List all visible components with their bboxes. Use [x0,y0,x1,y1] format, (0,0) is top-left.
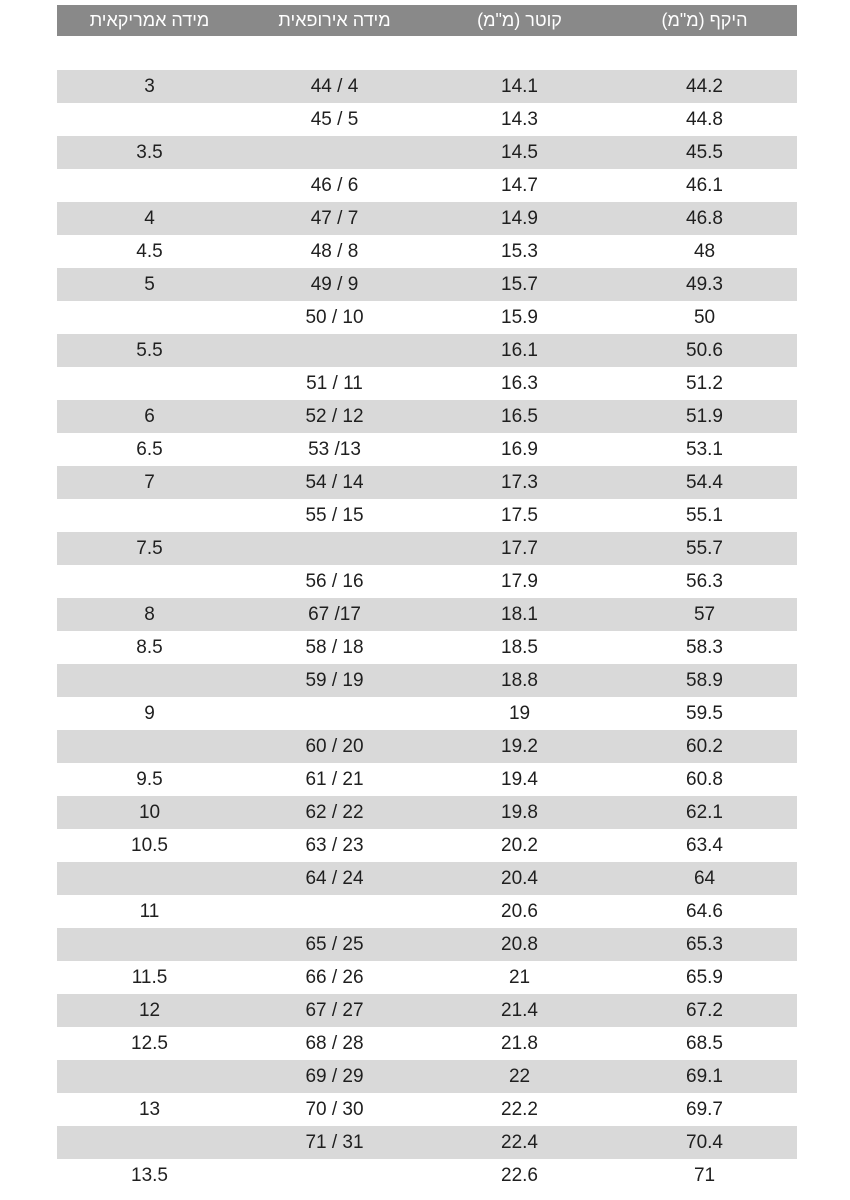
table-cell: 21.4 [501,999,538,1021]
table-cell: 45.5 [686,141,723,163]
table-cell: 22 / 62 [305,801,364,823]
table-cell: 7 / 47 [310,207,359,229]
table-cell [242,136,427,169]
table-row [57,301,797,334]
table-row [57,532,797,565]
table-row [57,268,797,301]
table-cell: 18 / 58 [305,636,364,658]
table-row [57,829,797,862]
table-cell: 6.5 [136,438,163,460]
table-cell: 13/ 53 [308,438,361,460]
table-cell: 57 [693,603,716,625]
table-row [57,499,797,532]
table-cell: 27 / 67 [305,999,364,1021]
table-row [57,598,797,631]
column-header-circumference-mm: היקף (מ"מ) [661,10,748,30]
table-cell: 16.9 [501,438,538,460]
table-cell: 11.5 [131,966,168,988]
table-cell: 16 / 56 [305,570,364,592]
table-cell: 44.2 [686,75,723,97]
table-cell: 46.8 [686,207,723,229]
table-row [57,928,797,961]
table-cell: 15.3 [501,240,538,262]
table-cell: 50.6 [686,339,723,361]
table-cell: 64 [693,867,716,889]
table-cell: 5 [144,273,155,295]
table-cell: 65.9 [686,966,723,988]
table-cell: 8 / 48 [310,240,359,262]
table-row [57,235,797,268]
table-cell: 44.8 [686,108,723,130]
table-cell: 48 [693,240,716,262]
table-cell [57,928,242,961]
table-row [57,202,797,235]
table-cell [57,664,242,697]
table-cell [57,499,242,532]
table-cell: 60.2 [686,735,723,757]
table-cell [242,1159,427,1192]
table-cell: 22.6 [501,1164,538,1186]
table-cell: 69.1 [686,1065,723,1087]
table-cell: 11 [139,900,160,922]
table-cell: 68.5 [686,1032,723,1054]
table-cell: 3 [144,75,155,97]
table-cell: 4.5 [136,240,163,262]
table-row [57,994,797,1027]
table-cell: 18.5 [501,636,538,658]
table-row [57,961,797,994]
table-cell: 17.7 [501,537,538,559]
table-cell: 71 [693,1164,716,1186]
table-cell: 56.3 [686,570,723,592]
table-row [57,1027,797,1060]
table-cell [57,169,242,202]
table-cell: 12 [138,999,161,1021]
table-row [57,103,797,136]
table-cell: 58.3 [686,636,723,658]
table-cell: 67.2 [686,999,723,1021]
table-cell: 18.1 [501,603,538,625]
table-cell: 4 [144,207,155,229]
table-cell: 19 / 59 [305,669,364,691]
table-row [57,730,797,763]
table-cell: 62.1 [686,801,723,823]
table-cell [57,565,242,598]
table-cell: 10 [138,801,161,823]
table-cell: 70.4 [686,1131,723,1153]
table-row [57,433,797,466]
table-cell: 14.9 [501,207,538,229]
table-cell: 17.3 [501,471,538,493]
table-cell [242,532,427,565]
table-cell: 7.5 [136,537,163,559]
table-row [57,400,797,433]
table-cell: 14.7 [501,174,538,196]
table-row [57,664,797,697]
column-header-american-size: מידה אמריקאית [89,10,210,30]
table-cell [57,103,242,136]
table-row [57,895,797,928]
table-cell: 21 / 61 [305,768,364,790]
table-cell: 10 / 50 [305,306,364,328]
table-cell: 22 [508,1065,531,1087]
table-cell: 25 / 65 [305,933,364,955]
table-cell: 22.2 [501,1098,538,1120]
table-row [57,1126,797,1159]
table-row [57,169,797,202]
table-cell [57,367,242,400]
table-cell: 17.5 [501,504,538,526]
table-cell: 13.5 [131,1164,168,1186]
table-cell: 14.5 [501,141,538,163]
table-cell: 5 / 45 [310,108,359,130]
table-cell: 20.4 [501,867,538,889]
table-row [57,1093,797,1126]
table-cell: 9 / 49 [310,273,359,295]
table-cell: 53.1 [686,438,723,460]
table-cell [242,895,427,928]
table-cell: 6 [144,405,155,427]
table-cell: 12 / 52 [305,405,364,427]
table-cell: 16.1 [501,339,538,361]
table-cell: 18.8 [501,669,538,691]
table-cell [242,334,427,367]
table-row [57,70,797,103]
table-cell: 12.5 [131,1032,168,1054]
table-row [57,466,797,499]
table-cell: 26 / 66 [305,966,364,988]
table-cell: 16.5 [501,405,538,427]
table-cell: 60.8 [686,768,723,790]
table-row [57,796,797,829]
table-cell: 59.5 [686,702,723,724]
table-cell: 14 / 54 [305,471,364,493]
table-cell: 31 / 71 [305,1131,364,1153]
table-cell [57,862,242,895]
table-cell: 6 / 46 [310,174,359,196]
table-row [57,697,797,730]
table-cell: 19.4 [501,768,538,790]
table-cell: 14.3 [501,108,538,130]
table-cell: 19.8 [501,801,538,823]
table-cell: 51.9 [686,405,723,427]
table-cell: 55.1 [686,504,723,526]
table-cell: 54.4 [686,471,723,493]
table-cell: 21.8 [501,1032,538,1054]
table-cell [242,697,427,730]
table-cell: 69.7 [686,1098,723,1120]
table-cell: 20.6 [501,900,538,922]
table-cell: 19.2 [501,735,538,757]
table-cell: 13 [138,1098,161,1120]
table-cell: 7 [144,471,155,493]
table-cell: 10.5 [131,834,168,856]
table-row [57,565,797,598]
table-row [57,334,797,367]
table-cell: 64.6 [686,900,723,922]
table-cell: 58.9 [686,669,723,691]
table-cell: 20 / 60 [305,735,364,757]
table-cell: 9 [144,702,155,724]
ring-size-conversion-table [57,5,797,1192]
table-row [57,367,797,400]
table-cell: 3.5 [136,141,163,163]
table-cell: 15.9 [501,306,538,328]
table-cell: 8.5 [136,636,163,658]
table-cell: 29 / 69 [305,1065,364,1087]
column-header-european-size: מידה אירופאית [278,10,391,30]
table-cell: 23 / 63 [305,834,364,856]
table-row [57,1159,797,1192]
table-cell: 24 / 64 [305,867,364,889]
table-cell: 17.9 [501,570,538,592]
column-header-diameter-mm: קוטר (מ"מ) [477,10,562,30]
table-body [57,70,797,1192]
table-cell [57,730,242,763]
table-cell: 63.4 [686,834,723,856]
table-cell: 30 / 70 [305,1098,364,1120]
table-cell: 49.3 [686,273,723,295]
table-header-row [57,5,797,36]
table-cell: 14.1 [501,75,538,97]
table-row [57,862,797,895]
table-cell: 8 [144,603,155,625]
table-cell: 65.3 [686,933,723,955]
table-cell: 11 / 51 [306,372,363,394]
table-cell: 9.5 [136,768,163,790]
table-cell [57,1126,242,1159]
table-cell: 20.8 [501,933,538,955]
table-cell: 51.2 [686,372,723,394]
table-cell: 4 / 44 [310,75,359,97]
table-cell: 28 / 68 [305,1032,364,1054]
table-cell [57,1060,242,1093]
table-cell: 15.7 [501,273,538,295]
table-cell [57,301,242,334]
table-cell: 5.5 [136,339,163,361]
table-row [57,1060,797,1093]
table-cell: 21 [508,966,531,988]
table-cell: 15 / 55 [305,504,364,526]
table-cell: 19 [508,702,531,724]
table-row [57,763,797,796]
table-cell: 46.1 [686,174,723,196]
table-cell: 16.3 [501,372,538,394]
table-cell: 55.7 [686,537,723,559]
table-cell: 17/ 67 [308,603,361,625]
table-row [57,631,797,664]
table-row [57,136,797,169]
table-cell: 20.2 [501,834,538,856]
table-cell: 50 [693,306,716,328]
table-cell: 22.4 [501,1131,538,1153]
